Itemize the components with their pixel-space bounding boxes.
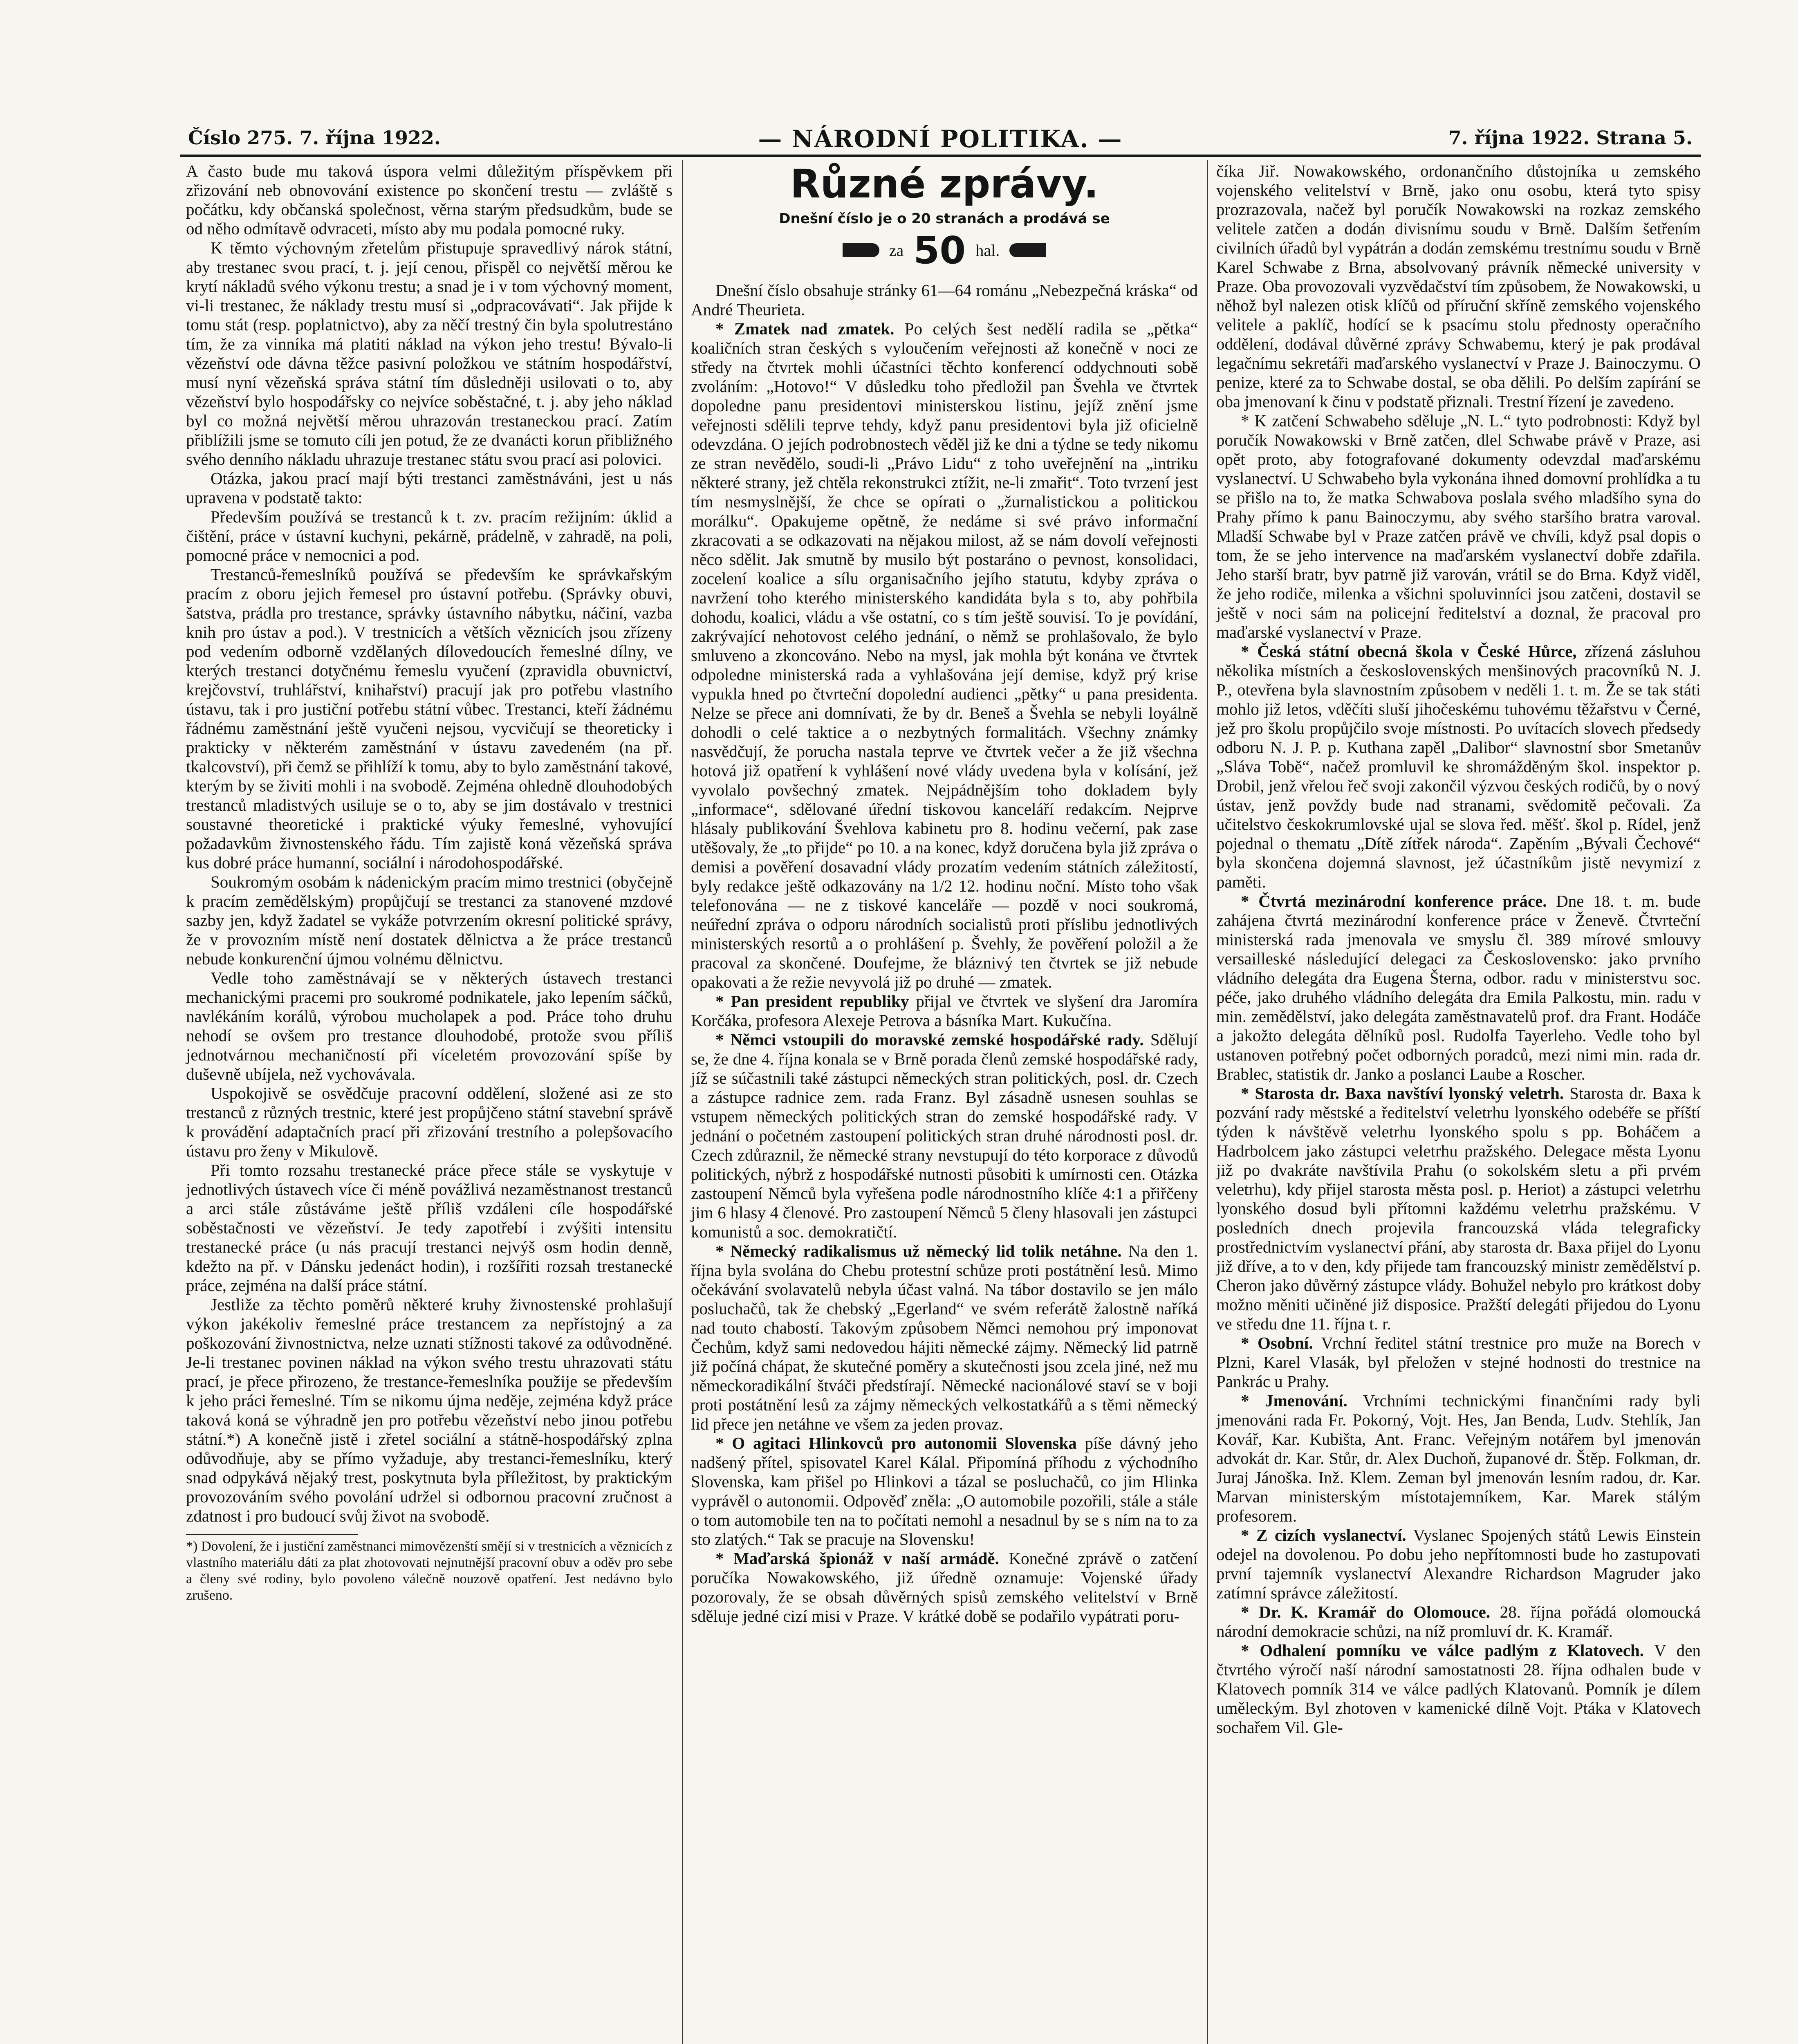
article-paragraph: Jestliže za těchto poměrů některé kruhy živnostenské prohlašují výkon jakékoliv řemeslné práce trestancem za nepřístojný a za poškozování živnostnictva, nelze uznati stížnosti takové za odůvodněné. Je-li trestanec povinen náklad na výkon svého trestu uhrazovati státu prací, je přece přirozeno, že trestance-řemeslníka použije se především k jeho práci řemeslné. Tím se nikomu újma neděje, zejména když práce taková koná se výhradně jen pro potřebu vězeňství nebo jinou potřebu státní.*) A konečně jistě i zřetel sociální a státně-hospodářský zplna odůvodňuje, aby se přímo vyžaduje, aby trestanci-řemeslníku, který snad odpykává nějaký trest, poskytnuta byla příležitost, by praktickým provozováním svého povolání udržel si odbornou pracovní zručnost a zdatnost i pro budoucí svůj život na svobodě. xyxy=(186,1295,673,1525)
news-headline: * Osobní. xyxy=(1241,1334,1313,1352)
news-headline: * Němci vstoupili do moravské zemské hospodářské rady. xyxy=(715,1030,1144,1049)
news-headline: * Z cizích vyslanectví. xyxy=(1241,1526,1406,1544)
masthead-title: — NÁRODNÍ POLITIKA. — xyxy=(758,125,1123,153)
news-body: 28. října pořádá olomoucká národní demokracie schůzi, na níž promluví dr. K. Kramář. xyxy=(1216,1602,1701,1641)
news-item xyxy=(1216,892,1701,1084)
news-body: píše dávný jeho nadšený přítel, spisovatel Karel Kálal. Připomíná příhodu z východního Slovenska, kam přišel po Hlinkovi a tázal se posluchačů, co jim Hlinka vyprávěl o autonomii. Odpověď zněla: „O automobile pozořili, stále a stále o tom automobile ten na to počítati nemohl a nesadnul by se s ním na to za sto zlatých.“ Tak se pracuje na Slovensku! xyxy=(691,1434,1198,1549)
news-item xyxy=(1216,1526,1701,1602)
pointing-hand-icon xyxy=(843,243,879,257)
article-paragraph: * K zatčení Schwabeho sděluje „N. L.“ tyto podrobnosti: Když byl poručík Nowakowski v Brně zatčen, dlel Schwabe právě v Praze, asi opět proto, aby fotografované dokumenty odevzdal maďarskému vyslanectví. U Schwabeho byla vykonána ihned domovní prohlídka a tu se přišlo na to, že matka Schwabova poslala svého mladšího syna do Prahy přímo k panu Bainoczymu, aby svého staršího bratra varoval. Mladší Schwabe byl v Praze zatčen právě ve chvíli, když psal dopis o tom, že se jeho intervence na maďarském vyslanectví dobře zdařila. Jeho starší bratr, byv patrně již varován, vrátil se do Brna. Když viděl, že jeho rodiče, milenka a všichni spoluvinníci jsou zatčeni, dostavil se ještě v noci sám na policejní ředitelství a doznal, že pracoval pro maďarské vyslanectví v Praze. xyxy=(1216,411,1701,641)
news-body: Vrchními technickými finančními rady byli jmenováni rada Fr. Pokorný, Vojt. Hes, Jan Benda, Ludv. Stehlík, Jan Kovář, Kar. Kubišta, Ant. Franc. Veřejným notářem byl jmenován advokát dr. Kar. Stůr, dr. Alex Duchoň, županové dr. Štěp. Folkman, dr. Juraj Jánoška. Inž. Klem. Zeman byl jmenován lesním radou, dr. Kar. Marvan ministerským místotajemníkem, Kar. Marek stálým profesorem. xyxy=(1216,1391,1701,1525)
news-item xyxy=(1216,1084,1701,1334)
news-body: Sdělují se, že dne 4. října konala se v Brně porada členů zemské hospodářské rady, jíž se súčastnili také zástupci německých stran politických, posl. dr. Czech a zástupce radnice zem. rada Franz. Byl zásadně usnesen souhlas se vstupem německých politických stran do zemské hospodářské rady. V jednání o početném zastoupení politických stran druhé národnosti posl. dr. Czech zdůraznil, že německé strany nevstupují do této korporace z důvodů politických, nýbrž z hospodářské nutnosti působiti k umírnosti cen. Otázka zastoupení Němců byla vyřešena podle národnostního klíče 4:1 a přiřčeny jim 6 hlasy 4 členové. Pro zastoupení Němců 5 členy hlasovali jen zástupci komunistů a soc. demokratičtí. xyxy=(691,1030,1198,1241)
article-paragraph: A často bude mu taková úspora velmi důležitým příspěvkem při zřizování neb obnovování existence po skončení trestu — zvláště s počátku, kdy občanská společnost, věrna starým předsudkům, bude se od něho odmítavě odvraceti, místo aby mu podala pomocné ruky. xyxy=(186,161,673,238)
news-body: Starosta dr. Baxa k pozvání rady městské a ředitelství veletrhu lyonského odebéře se příští týden k návštěvě veletrhu lyonského spolu s pp. Boháčem a Hadrbolcem jako zástupci veletrhu pražského. Delegace města Lyonu již po dvakráte navštívila Prahu (o sokolském sletu a při prvém veletrhu), kdy přijel starosta města posl. p. Heriot) a zástupci veletrhu lyonského dosud byli přítomni každému veletrhu pražskému. V posledních dnech projevila francouzská vláda telegraficky prostřednictvím vyslanectví přání, aby starosta dr. Baxa přijel do Lyonu již dříve, a to v den, kdy přijede tam francouzský ministr zemědělství p. Cheron jako důvěrný zástupce vlády. Bohužel nebylo pro krátkost doby možno měniti učiněné již disposice. Pražští delegáti přijedou do Lyonu ve středu dne 11. října t. r. xyxy=(1216,1084,1701,1333)
news-headline: * O agitaci Hlinkovců pro autonomii Slovenska xyxy=(715,1434,1077,1452)
news-headline: * Německý radikalismus už německý lid tolik netáhne. xyxy=(715,1242,1122,1260)
page-header xyxy=(180,123,1701,159)
news-headline: * Pan president republiky xyxy=(715,992,909,1011)
column-1 xyxy=(186,161,673,1604)
news-item xyxy=(691,1549,1198,1626)
news-item xyxy=(691,992,1198,1030)
header-rule xyxy=(180,155,1701,157)
news-item xyxy=(691,1242,1198,1434)
article-paragraph: Uspokojivě se osvědčuje pracovní oddělení, složené asi ze sto trestanců z různých trestnic, které jest propůjčeno státní stavební správě k provádění adaptačních prací při zřizování trestního a polepšovacího ústavu pro ženy v Mikulově. xyxy=(186,1084,673,1160)
article-paragraph: Soukromým osobám k nádenickým pracím mimo trestnici (obyčejně k pracím zemědělským) propůjčují se trestanci za stanovené mzdové sazby jen, když žadatel se vykáže potvrzením okresní politické správy, že v provozním místě není dostatek dělnictva a že práce trestanců nebude konkurenční újmou volnému dělnictvu. xyxy=(186,872,673,968)
column-divider xyxy=(1207,160,1208,2044)
news-body: Po celých šest nedělí radila se „pětka“ koaličních stran českých s vyloučením veřejnosti až konečně v noci ze středy na čtvrtek mohli účastníci těchto konferencí oddychnouti sobě zvoláním: „Hotovo!“ V důsledku toho předložil pan Švehla ve čtvrtek dopoledne panu presidentovi ministerskou listinu, jejíž znění jsme veřejnosti sdělili teprve tehdy, když panu presidentovi byla již oficielně odevzdána. O jejích podrobnostech věděl již ke dni a týdne se tedy nikomu ze stran nevědělo, soudi-li „Právo Lidu“ z toho uveřejnění na „intriku některé strany, jež chtěla rekonstrukci ztížit, ne-li zmařit“. Toto tvrzení jest tím nesmyslnější, že chce se opírati o „žurnalistickou a politickou morálku“. Opakujeme opětně, že nedáme si své právo informační zkracovati a se odkazovati na nějakou milost, až se nám dovolí veřejnosti něco sdělit. Jak smutně by musilo být postaráno o pevnost, konsolidaci, zocelení koalice a sílu organisačního jejího statutu, kdyby zpráva o navržení toho kterého ministerského kandidáta byla s to, aby pohřbila dohodu, koalici, vládu a vše ostatní, co s tím ještě souvisí. To je povídání, zakrývající nehotovost celého jednání, o němž se prohlašovalo, že bylo smluveno a zkoncováno. Nebo na mysl, jak mohla být konána ve čtvrtek odpoledne ministerská rada a vyhlašována její demise, když prý krise vypukla hned po čtvrteční dopolední audienci „pětky“ u pana presidenta. Nelze se přece ani domnívati, že by dr. Beneš a Švehla se nebyli loyálně dohodli o celé taktice a o nezbytných formalitách. Všechny známky nasvědčují, že porucha nastala teprve ve čtvrtek večer a že již všechna hotová již opatření k vyhlášení nové vlády uvedena byla v kolísání, jež vyvolalo povšechný zmatek. Nejpádnějším toho dokladem byly „informace“, sdělované úřední tiskovou kanceláří redakcím. Nejprve hlásaly publikování Švehlova kabinetu pro 8. hodinu večerní, pak zase utěšovaly, že „to přijde“ po 10. a na konec, když doručena byla již zpráva o demisi a pověření dosavadní vlády prozatím vedením státních záležitostí, byly redakce ještě odkazovány na 1/2 12. hodinu noční. Místo toho však telefonována — ne z tiskové kanceláře — pozdě v noci soukromá, neúřední zpráva o odporu národních socialistů proti příslibu jednotlivých ministerských resortů a o prohlášení p. Švehly, že pověření položil a že pracoval za skončené. Doufejme, že bláznivý ten čtvrtek se již nebude opakovati a že režie nevyvolá již po druhé — zmatek. xyxy=(691,319,1198,991)
news-item xyxy=(1216,1602,1701,1641)
pointing-hand-icon xyxy=(1009,243,1046,257)
news-item xyxy=(1216,1334,1701,1391)
article-paragraph: Dnešní číslo obsahuje stránky 61—64 románu „Nebezpečná kráska“ od André Theurieta. xyxy=(691,281,1198,319)
news-item xyxy=(1216,1391,1701,1526)
news-headline: * Česká státní obecná škola v České Hůrce, xyxy=(1241,642,1577,661)
issue-number-date: Číslo 275. 7. října 1922. xyxy=(188,127,441,149)
news-headline: * Odhalení pomníku ve válce padlým z Klatovech. xyxy=(1241,1641,1644,1660)
article-paragraph: Otázka, jakou prací mají býti trestanci zaměstnáváni, jest u nás upravena v podstatě takto: xyxy=(186,469,673,507)
price-line xyxy=(691,228,1198,273)
news-headline: * Čtvrtá mezinárodní konference práce. xyxy=(1241,892,1547,910)
article-paragraph: K těmto výchovným zřetelům přistupuje spravedlivý nárok státní, aby trestanec svou prací, t. j. její cenou, přispěl co největší měrou ke krytí nákladů svého výkonu trestu; a snad je i v tom výchovný moment, vi-li trestanec, že náklady trestu musí si „odpracovávati“. Jak přijde k tomu stát (resp. poplatnictvo), aby za něčí trestný čin byla spolutrestáno tím, že za vinníka má platiti náklad na výkon jeho trestu! Bývalo-li vězeňství ode dávna těžce pasivní položkou ve státním hospodářství, musí nyní vězeňská správa státní tím důsledněji usilovati o to, aby vězeňství bylo hospodářsky co nejvíce soběstačné, t. j. aby jeho náklad byl co možná největší měrou uhrazován trestaneckou prací. Zatím přiblížili jsme se tomuto cíli jen potud, že ze dvanácti korun přibližného svého denního nákladu uhrazuje trestanec státu svou prací asi polovici. xyxy=(186,238,673,468)
news-item xyxy=(1216,1641,1701,1737)
article-paragraph: Trestanců-řemeslníků používá se především ke správkařským pracím z oboru jejich řemesel pro ústavní potřebu. (Správky obuvi, šatstva, prádla pro trestance, správky ústavního nábytku, náčiní, vazba knih pro ústav a pod.). V trestnicích a větších věznicích jsou zřízeny pod vedením odborně vzdělaných dílovedoucích řemeslné dílny, ve kterých trestanci dotyčnému řemeslu vyučení (zpravidla obuvnictví, krejčovství, truhlářství, knihařství) pracují jak pro potřebu vlastního ústavu, tak i pro justiční potřebu státní vůbec. Trestanci, kteří žádnému řádnému zaměstnání ještě vyučeni nejsou, vycvičují se theoreticky i prakticky v některém zaměstnání v ústavu zavedeném (na př. tkalcovství), při čemž se přihlíží k tomu, aby to bylo zaměstnání takové, kterým by se živiti mohli i na svobodě. Zejména ohledně dlouhodobých trestanců mladistvých usiluje se o to, aby se jim dostávalo v trestnici soustavné theoretické i praktické výuky řemeslné, vyhovující požadavkům živnostenského řádu. Tím zajistě koná vězeňská správa kus dobré práce humanní, sociální i národohospodářské. xyxy=(186,565,673,872)
article-paragraph: číka Jiř. Nowakowského, ordonančního důstojníka u zemského vojenského velitelství v Brně, jako onu osobu, která tyto spisy prozrazovala, načež byl poručík Nowakowski na rozkaz zemského velitele zatčen a dodán divisnímu soudu v Brně. Dalším šetřením civilních úřadů byl vypátrán a dodán zemskému trestnímu soudu v Brně Karel Schwabe z Brna, absolvovaný právník německé university v Praze. Oba provozovali vyzvědačství tím způsobem, že Nowakowski, u něhož byl nalezen otisk klíčů od příruční skříně zemského vojenského velitele a paklíč, hodící se k psacímu stolu přednosty operačního oddělení, dodával důvěrné zprávy Schwabemu, který je pak prodával legačnímu sekretáři maďarského vyslanectví v Praze J. Bainoczymu. O penize, které za to Schwabe dostal, se oba dělili. Po delším zapírání se oba jmenovaní k činu v podstatě přiznali. Trestní řízení je zavedeno. xyxy=(1216,161,1701,411)
news-body: Vyslanec Spojených států Lewis Einstein odejel na dovolenou. Po dobu jeho nepřítomnosti bude ho zastupovati první tajemník vyslanectví Alexandre Richardson Magruder jako zatímní správce záležitostí. xyxy=(1216,1526,1701,1602)
footnote-rule xyxy=(186,1534,358,1535)
article-paragraph: Při tomto rozsahu trestanecké práce přece stále se vyskytuje v jednotlivých ústavech více či méně povážlivá nezaměstnanost trestanců a arci stále zůstáváme ještě příliš vzdáleni cíle hospodářské soběstačnosti ve vězeňství. Je tedy zapotřebí i zvýšiti intensitu trestanecké práce (u nás pracují trestanci nejvýš osm hodin denně, kdežto na př. v Dánsku jedenáct hodin), i rozšířiti rozsah trestanecké práce, zejména na další práce státní. xyxy=(186,1161,673,1295)
section-title: Různé zprávy. xyxy=(790,161,1099,207)
news-body: zřízená zásluhou několika místních a československých menšinových pracovníků N. J. P., otevřena byla slavnostním způsobem v neděli 1. t. m. Že se tak státi mohlo již letos, vděčíti sluší jihočeskému tuhovému těžařstvu v Černé, jež pro školu propůjčilo svoje místnosti. Po uvítacích slovech předsedy odboru N. J. P. p. Kuthana zapěl „Dalibor“ slavnostní sbor Smetanův „Sláva Tobě“, načež promluvil ke shromážděným škol. inspektor p. Drobil, jenž vřelou řeč svoji zakončil výzvou českých rodičů, by o nový ústav, jenž povždy bude nad stranami, svědomitě pečovali. Za učitelstvo českokrumlovské ujal se slova řed. měšť. škol p. Rídel, jenž pojednal o thematu „Dítě zítřek národa“. Zapěním „Bývali Čechové“ byla skončena dojemná slavnost, jež účastníkům jistě nevymizí z paměti. xyxy=(1216,642,1701,891)
issue-promo: Dnešní číslo je o 20 stranách a prodává se xyxy=(779,211,1110,227)
article-paragraph: Především používá se trestanců k t. zv. pracím režijním: úklid a čištění, práce v ústavní kuchyni, pekárně, prádelně, v zahradě, na poli, pomocné práce v nemocnici a pod. xyxy=(186,507,673,565)
news-body: Vrchní ředitel státní trestnice pro muže na Borech v Plzni, Karel Vlasák, byl přeložen v stejné hodnosti do trestnice na Pankrác u Prahy. xyxy=(1216,1334,1701,1391)
column-2 xyxy=(691,161,1198,1626)
date-page-number: 7. října 1922. Strana 5. xyxy=(1448,127,1693,149)
news-body: přijal ve čtvrtek ve slyšení dra Jaromíra Korčáka, profesora Alexeje Petrova a básníka Mart. Kukučína. xyxy=(691,992,1198,1030)
news-body: Konečné zprávě o zatčení poručíka Nowakowského, již úředně oznamuje: Vojenské úřady pozorovaly, že se obsah důvěrných spisů zemského velitelství v Brně sděluje jedné cizí misi v Praze. V krátké době se podařilo vypátrati poru- xyxy=(691,1549,1198,1625)
news-item xyxy=(691,1030,1198,1242)
column-divider xyxy=(682,160,683,2044)
news-headline: * Maďarská špionáž v naší armádě. xyxy=(715,1549,999,1568)
price-number: 50 xyxy=(913,228,966,272)
news-item xyxy=(1216,642,1701,892)
news-item xyxy=(691,319,1198,992)
price-prefix: za xyxy=(889,241,904,260)
news-headline: * Jmenování. xyxy=(1241,1391,1347,1410)
article-paragraph: Vedle toho zaměstnávají se v některých ústavech trestanci mechanickými pracemi pro soukromé podnikatele, jako lepením sáčků, navlékáním korálů, výrobou mucholapek a pod. Práce toho druhu nehodí se ovšem pro trestance dlouhodobé, protože svou příliš jednotvárnou mechaničností při víceletém provozování spíše by duševně ubíjela, než vychovávala. xyxy=(186,968,673,1083)
news-body: V den čtvrtého výročí naší národní samostatnosti 28. října odhalen bude v Klatovech pomník 314 ve válce padlých Klatovanů. Pomník je dílem uměleckým. Byl zhotoven v kamenické dílně Vojt. Ptáka v Klatovech sochařem Vil. Gle- xyxy=(1216,1641,1701,1737)
price-unit: hal. xyxy=(975,241,1000,260)
news-headline: * Zmatek nad zmatek. xyxy=(715,319,895,338)
news-headline: * Dr. K. Kramář do Olomouce. xyxy=(1241,1602,1491,1621)
column-3 xyxy=(1216,161,1701,1737)
news-body: Dne 18. t. m. bude zahájena čtvrtá mezinárodní konference práce v Ženevě. Čtvrteční ministerská rada jmenovala ve smyslu čl. 389 mírové smlouvy versailleské následující delegaci za Československo: jako prvního vládního delegáta dra Eugena Šterna, odbor. radu v ministerstvu soc. péče, jako druhého vládního delegáta dra Emila Palkostu, min. radu v min. zemědělství, jako delegáta zaměstnavatelů prof. dra Frant. Hodáče a jakožto delegáta dělníků posl. Rudolfa Tayerleho. Vedle toho byl ustanoven potřebný počet odborných poradců, mezi nimi min. rada dr. Brablec, statistik dr. Janko a poslanci Laube a Roscher. xyxy=(1216,892,1701,1083)
news-body: Na den 1. října byla svolána do Chebu protestní schůze proti postátnění lesů. Mimo očekávání svolavatelů nebyla účast valná. Na tábor dostavilo se jen málo posluchačů, tak že chebský „Egerland“ ve svém referátě žalostně naříká nad touto chabostí. Takovým způsobem Němci nemohou prý imponovat Čechům, když sami nedovedou hájiti německé zájmy. Německý lid patrně již počíná chápat, že skutečné poměry a skutečnosti jsou zcela jiné, než mu německoradikální štváči předstírají. Německé nacionálové staví se v boji proti postátnění lesů za zájmy německých velkostatkářů a s těmi německý lid přece jen netáhne ve všem za jeden provaz. xyxy=(691,1242,1198,1433)
news-item xyxy=(691,1434,1198,1549)
footnote: *) Dovolení, že i justiční zaměstnanci mimovězenští smějí si v trestnicích a věznicích z vlastního materiálu dáti za plat zhotovovati nejnutnější pracovní obuv a oděv pro sebe a členy své rodiny, bylo povoleno válečně nouzově opatření. Jest nedávno bylo zrušeno. xyxy=(186,1539,673,1603)
news-headline: * Starosta dr. Baxa navštíví lyonský veletrh. xyxy=(1241,1084,1564,1103)
